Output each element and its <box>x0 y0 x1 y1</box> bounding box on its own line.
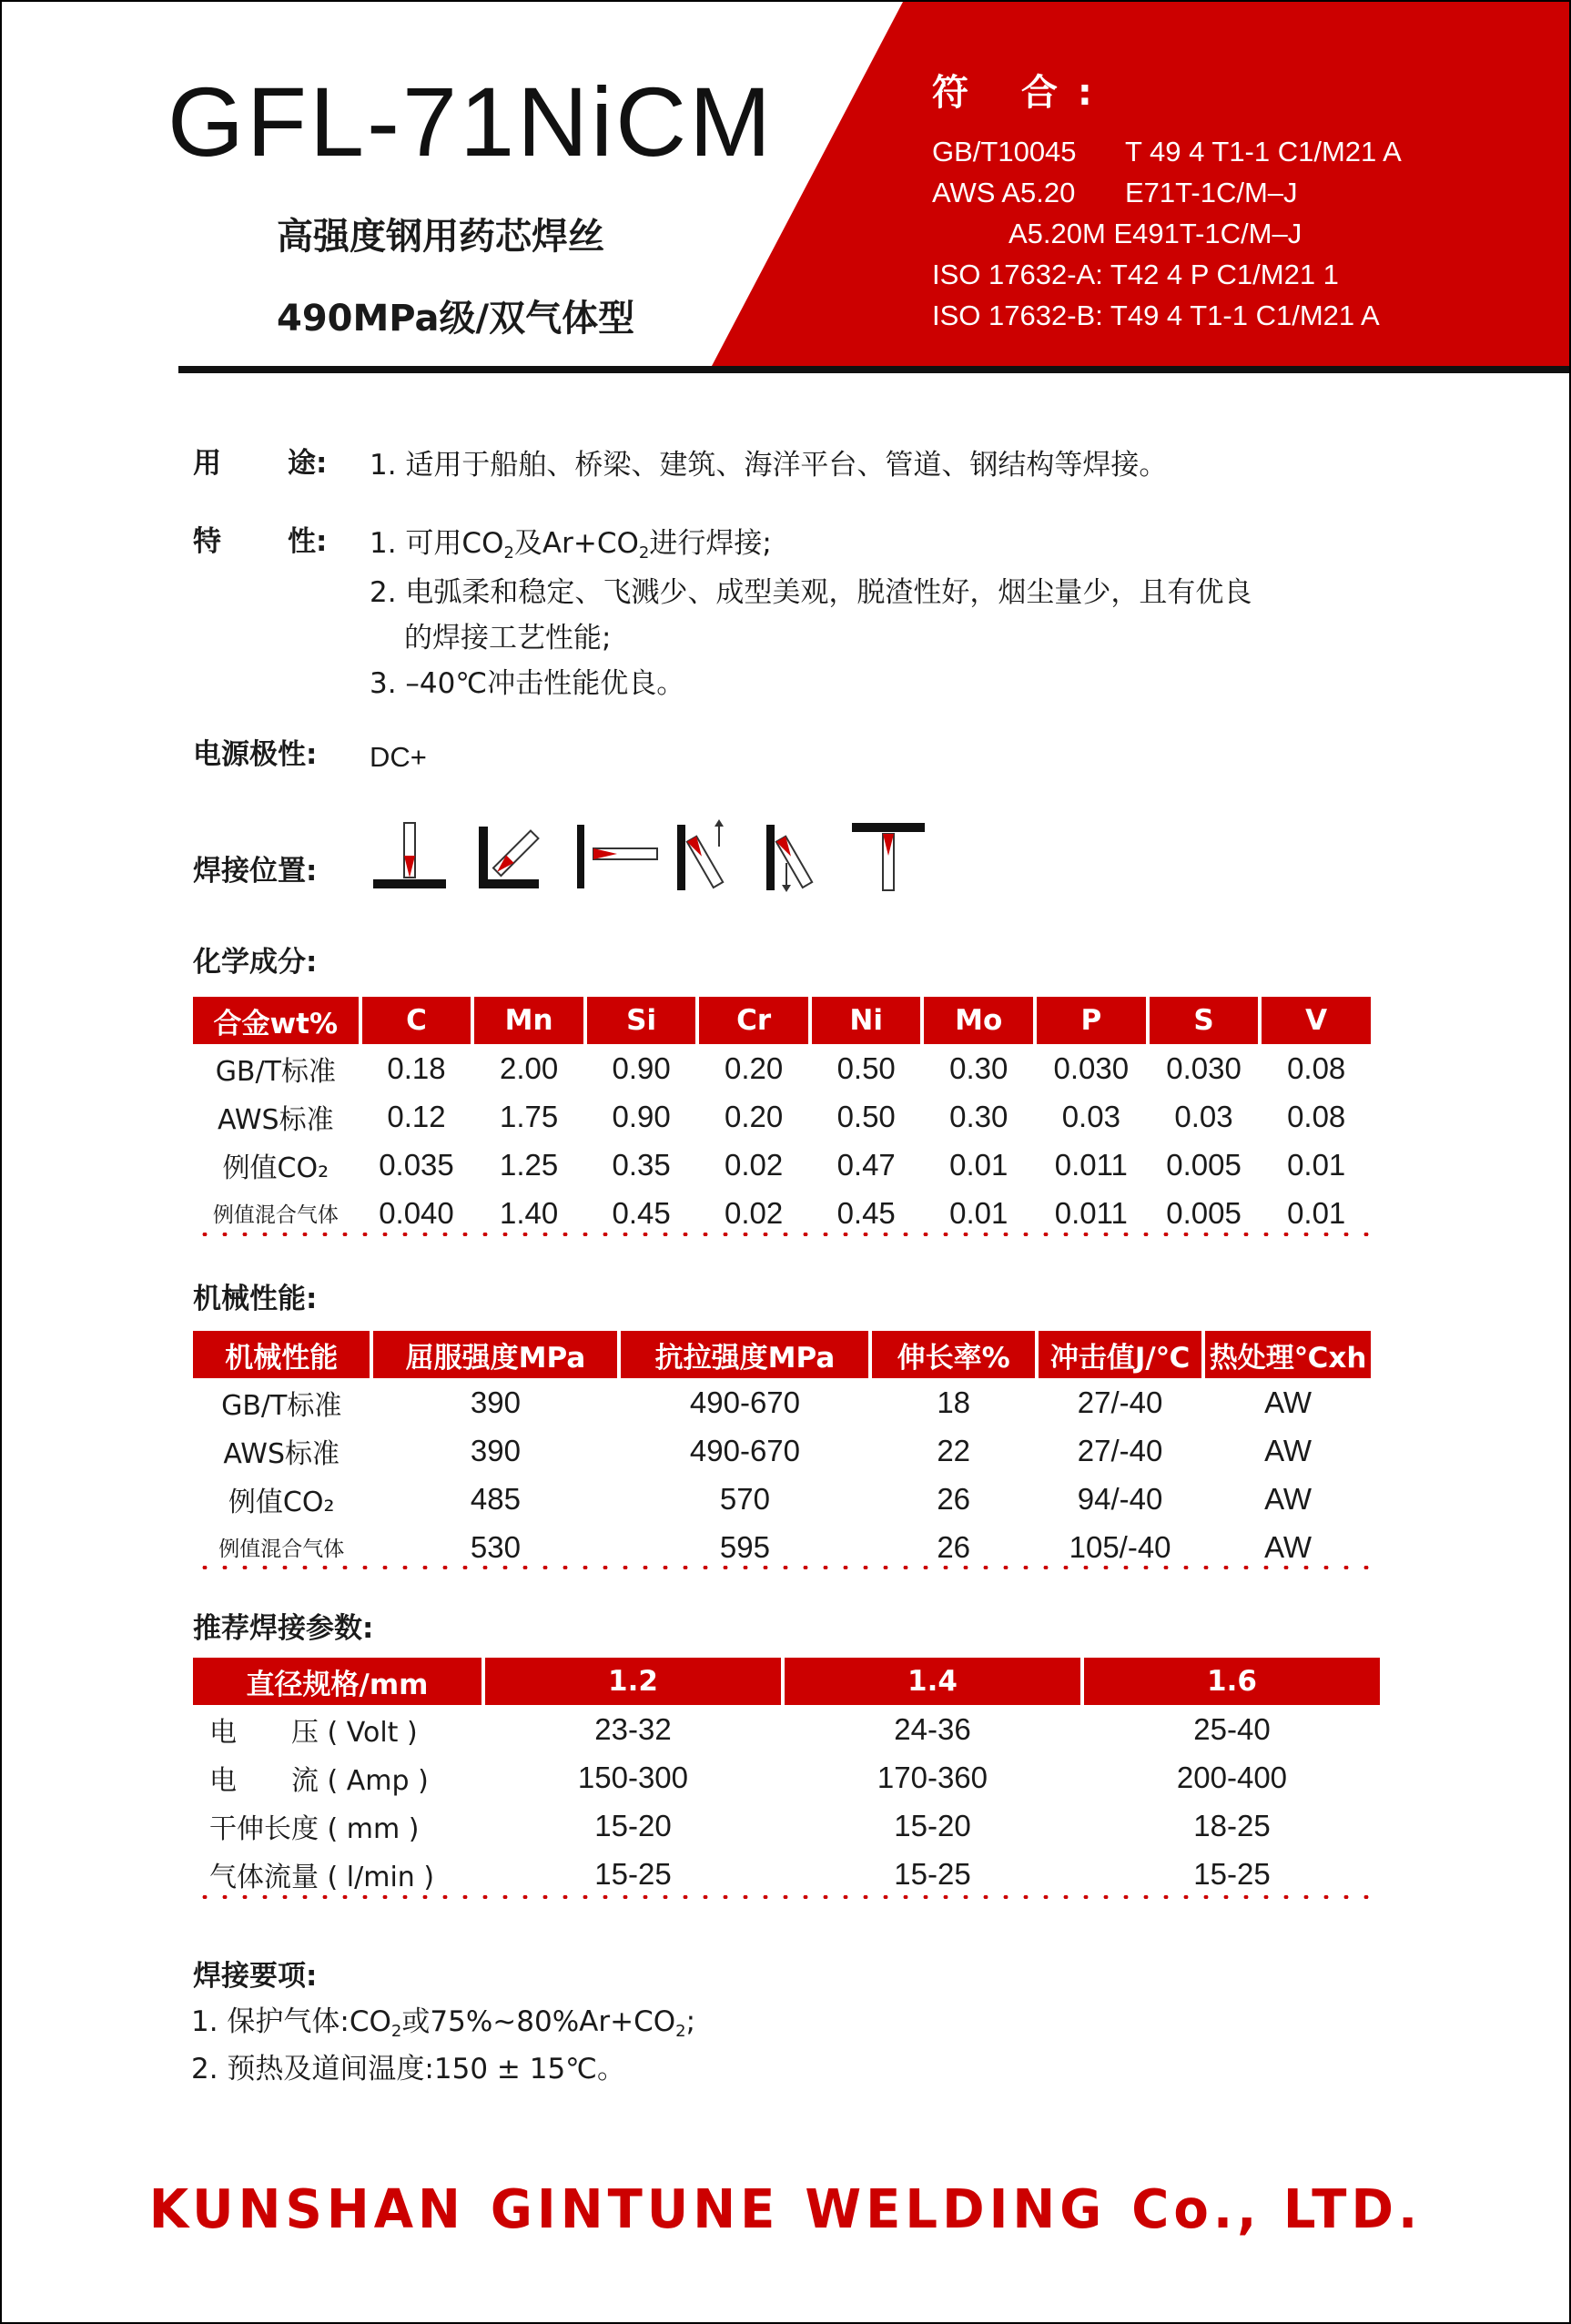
cell: 0.45 <box>612 1195 671 1230</box>
row-label: 例值CO₂ <box>222 1152 329 1184</box>
standards-list <box>932 131 1402 336</box>
dotted-divider <box>195 1233 1369 1236</box>
feature-3: 3. –40℃冲击性能优良。 <box>370 667 685 700</box>
column-header: S <box>1150 997 1259 1044</box>
table-row <box>193 1141 1371 1189</box>
standard-line: ISO 17632-A: T42 4 P C1/M21 1 <box>932 259 1339 290</box>
cell: 0.08 <box>1287 1099 1346 1133</box>
parameters-table <box>189 1658 1383 1898</box>
cell: 530 <box>470 1529 521 1564</box>
table-row <box>193 1475 1371 1523</box>
table-row <box>193 1378 1371 1426</box>
cell: 25-40 <box>1193 1711 1271 1746</box>
cell: 0.45 <box>836 1195 896 1230</box>
column-header: Mn <box>474 997 583 1044</box>
dotted-divider <box>195 1895 1378 1899</box>
cell: 0.02 <box>725 1195 784 1230</box>
column-header: 直径规格/mm <box>193 1658 481 1705</box>
table-row <box>193 1523 1371 1571</box>
standard-line: AWS A5.20 E71T-1C/M–J <box>932 177 1298 208</box>
cell: 595 <box>719 1529 770 1564</box>
standards-heading: 符 合: <box>932 72 1112 114</box>
table-header-row <box>193 997 1371 1044</box>
table-row <box>193 1753 1380 1801</box>
cell: 0.20 <box>725 1050 784 1085</box>
cell: 0.47 <box>836 1147 896 1182</box>
column-header: Mo <box>924 997 1033 1044</box>
standard-line: GB/T10045 T 49 4 T1-1 C1/M21 A <box>932 136 1402 167</box>
cell: 1.75 <box>499 1099 559 1133</box>
chemistry-table <box>189 997 1374 1237</box>
column-header: 机械性能 <box>193 1331 370 1378</box>
cell: 0.08 <box>1287 1050 1346 1085</box>
column-header: 冲击值J/℃ <box>1039 1331 1201 1378</box>
column-header: 1.6 <box>1084 1658 1380 1705</box>
cell: 0.02 <box>725 1147 784 1182</box>
column-header: 伸长率% <box>872 1331 1035 1378</box>
mechanical-heading: 机械性能: <box>193 1283 318 1315</box>
table-row <box>193 1044 1371 1092</box>
overhead-position-icon <box>852 823 925 890</box>
dotted-divider <box>195 1566 1369 1569</box>
horizontal-fillet-icon <box>479 827 539 888</box>
column-header: 1.2 <box>485 1658 781 1705</box>
row-label: 电 压 ( Volt ) <box>209 1716 418 1749</box>
cell: 0.30 <box>949 1099 1008 1133</box>
table-row <box>193 1092 1371 1141</box>
cell: 15-25 <box>594 1856 672 1891</box>
cell: 0.005 <box>1166 1147 1242 1182</box>
feature-2-line-2: 的焊接工艺性能; <box>404 622 612 655</box>
standard-line: A5.20M E491T-1C/M–J <box>1008 218 1302 249</box>
cell: 1.25 <box>499 1147 559 1182</box>
cell: 0.12 <box>387 1099 446 1133</box>
polarity-label: 电源极性: <box>193 738 318 771</box>
chemistry-heading: 化学成分: <box>193 946 318 979</box>
cell: 26 <box>937 1529 971 1564</box>
cell: 570 <box>719 1481 770 1516</box>
cell: AW <box>1264 1433 1313 1467</box>
flat-position-icon <box>373 823 446 888</box>
cell: 200-400 <box>1176 1760 1288 1794</box>
cell: 0.50 <box>836 1050 896 1085</box>
cell: 0.03 <box>1061 1099 1120 1133</box>
column-header: 热处理℃xh <box>1205 1331 1371 1378</box>
column-header: 1.4 <box>785 1658 1080 1705</box>
cell: 22 <box>937 1433 971 1467</box>
table-row <box>193 1850 1380 1898</box>
column-header: Cr <box>699 997 808 1044</box>
cell: 23-32 <box>594 1711 672 1746</box>
column-header: P <box>1037 997 1146 1044</box>
cell: 0.35 <box>612 1147 671 1182</box>
row-label: 例值混合气体 <box>218 1537 345 1561</box>
cell: 27/-40 <box>1077 1385 1163 1419</box>
column-header: Ni <box>812 997 921 1044</box>
note-1: 1. 保护气体$:CO_2$或$75\%\sim 80\%Ar+CO_2$; <box>191 2005 696 2041</box>
table-row <box>193 1189 1371 1237</box>
cell: 0.030 <box>1053 1050 1130 1085</box>
cell: 390 <box>470 1385 521 1419</box>
row-label: AWS标准 <box>218 1103 334 1136</box>
row-label: 电 流 ( Amp ) <box>209 1764 429 1797</box>
cell: 390 <box>470 1433 521 1467</box>
cell: AW <box>1264 1385 1313 1419</box>
cell: 0.005 <box>1166 1195 1242 1230</box>
cell: 24-36 <box>894 1711 971 1746</box>
cell: 0.01 <box>1287 1195 1346 1230</box>
horizontal-position-icon <box>577 825 657 888</box>
cell: 0.90 <box>612 1099 671 1133</box>
usage-label-a: 用 <box>193 447 221 480</box>
usage-text: 1. 适用于船舶、桥梁、建筑、海洋平台、管道、钢结构等焊接。 <box>370 449 1168 482</box>
polarity-value: DC+ <box>370 741 427 773</box>
cell: 15-25 <box>894 1856 971 1891</box>
cell: 26 <box>937 1481 971 1516</box>
cell: 0.20 <box>725 1099 784 1133</box>
cell: 0.50 <box>836 1099 896 1133</box>
cell: 0.01 <box>949 1147 1008 1182</box>
cell: 1.40 <box>499 1195 559 1230</box>
table-row <box>193 1705 1380 1753</box>
table-row <box>193 1801 1380 1850</box>
note-2: 2. 预热及道间温度:150 ± 15℃。 <box>191 2053 625 2086</box>
cell: 2.00 <box>499 1050 559 1085</box>
cell: 485 <box>470 1481 521 1516</box>
cell: 0.01 <box>1287 1147 1346 1182</box>
cell: 0.90 <box>612 1050 671 1085</box>
cell: 490-670 <box>689 1385 801 1419</box>
row-label: GB/T标准 <box>215 1055 336 1088</box>
column-header: 抗拉强度MPa <box>621 1331 868 1378</box>
row-label: AWS标准 <box>223 1437 340 1470</box>
column-header: 屈服强度MPa <box>373 1331 617 1378</box>
feature-1: 1. 可用$CO_2$及$Ar+CO_2$进行焊接; <box>370 527 772 563</box>
table-header-row <box>193 1658 1380 1705</box>
cell: 18 <box>937 1385 971 1419</box>
positions-label: 焊接位置: <box>193 855 318 888</box>
column-header: 合金wt% <box>193 997 359 1044</box>
company-name: KUNSHAN GINTUNE WELDING Co., LTD. <box>148 2178 1423 2241</box>
features-label-b: 性: <box>288 525 328 558</box>
feature-2-line-1: 2. 电弧柔和稳定、飞溅少、成型美观，脱渣性好，烟尘量少，且有优良 <box>370 576 1252 609</box>
product-grade: 490MPa级/双气体型 <box>277 298 635 340</box>
cell: 0.040 <box>379 1195 454 1230</box>
header-rule <box>178 366 1569 373</box>
row-label: 例值混合气体 <box>212 1203 339 1227</box>
cell: 0.030 <box>1166 1050 1242 1085</box>
cell: 490-670 <box>689 1433 801 1467</box>
notes-heading: 焊接要项: <box>193 1960 318 1993</box>
vertical-up-icon <box>677 819 724 890</box>
cell: 27/-40 <box>1077 1433 1163 1467</box>
cell: 0.30 <box>949 1050 1008 1085</box>
cell: 15-25 <box>1193 1856 1271 1891</box>
vertical-down-icon <box>766 825 812 892</box>
welding-positions <box>366 819 948 892</box>
cell: 15-20 <box>594 1808 672 1842</box>
cell: 0.01 <box>949 1195 1008 1230</box>
table-row <box>193 1426 1371 1475</box>
product-title: GFL-71NiCM <box>167 66 775 177</box>
cell: AW <box>1264 1481 1313 1516</box>
usage-label-b: 途: <box>288 447 328 480</box>
cell: 18-25 <box>1193 1808 1271 1842</box>
features-label-a: 特 <box>193 525 221 558</box>
row-label: GB/T标准 <box>221 1389 342 1422</box>
cell: 150-300 <box>577 1760 689 1794</box>
cell: 0.011 <box>1054 1195 1128 1230</box>
row-label: 干伸长度 ( mm ) <box>209 1812 420 1845</box>
cell: 15-20 <box>894 1808 971 1842</box>
column-header: Si <box>587 997 696 1044</box>
cell: 0.035 <box>379 1147 454 1182</box>
table-header-row <box>193 1331 1371 1378</box>
cell: AW <box>1264 1529 1313 1564</box>
column-header: V <box>1262 997 1371 1044</box>
column-header: C <box>362 997 471 1044</box>
cell: 0.18 <box>387 1050 446 1085</box>
cell: 170-360 <box>877 1760 988 1794</box>
row-label: 气体流量 ( l/min ) <box>209 1861 435 1893</box>
mechanical-table <box>189 1331 1374 1571</box>
cell: 105/-40 <box>1069 1529 1171 1564</box>
cell: 94/-40 <box>1077 1481 1163 1516</box>
standard-line: ISO 17632-B: T49 4 T1-1 C1/M21 A <box>932 299 1380 331</box>
cell: 0.03 <box>1174 1099 1233 1133</box>
row-label: 例值CO₂ <box>228 1486 335 1518</box>
cell: 0.011 <box>1054 1147 1128 1182</box>
product-subtitle: 高强度钢用药芯焊丝 <box>277 216 604 258</box>
parameters-heading: 推荐焊接参数: <box>193 1612 374 1645</box>
